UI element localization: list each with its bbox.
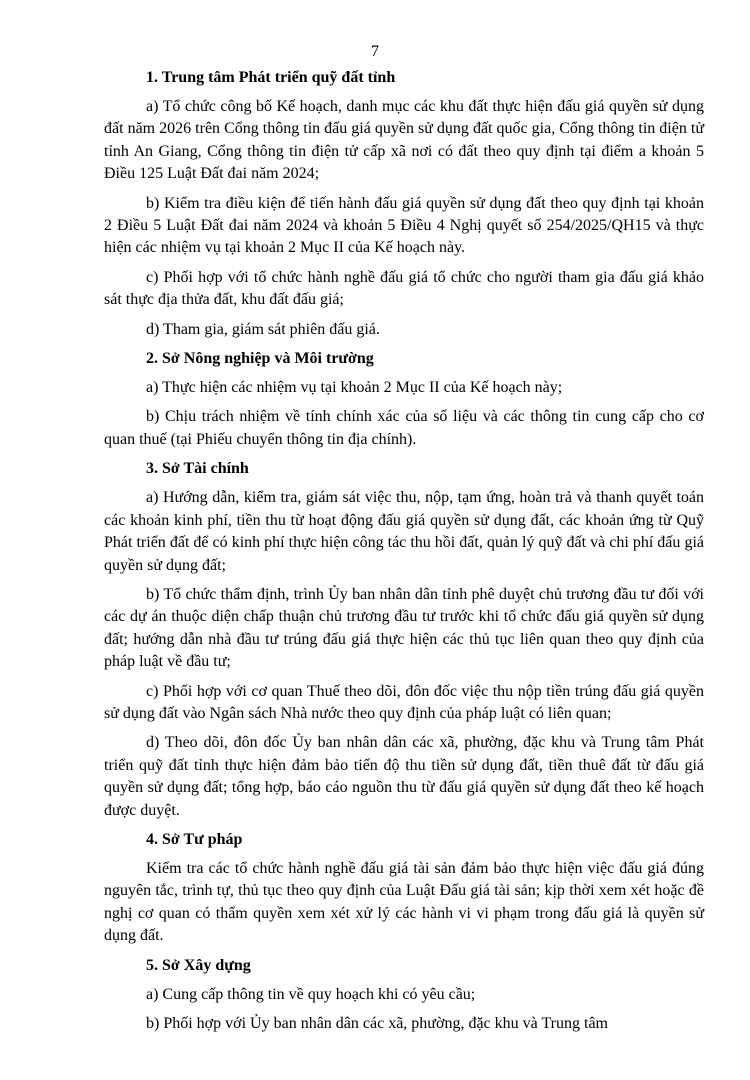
paragraph: a) Cung cấp thông tin về quy hoạch khi có yêu cầu;	[146, 985, 476, 1003]
paragraph: d) Tham gia, giám sát phiên đấu giá.	[146, 320, 380, 338]
paragraph: b) Tổ chức thẩm định, trình Ủy ban nhân dân tỉnh phê duyệt chủ trương đầu tư đối với các dự án thuộc diện chấp thuận chủ trương đầu tư trước khi tổ chức đấu giá quyền sử dụng đất; hướng dẫn nhà đầu tư trúng đấu giá thực hiện các thủ tục liên quan theo quy định của pháp luật về đầu tư;	[104, 585, 704, 671]
document-body	[104, 67, 704, 1042]
paragraph: a) Thực hiện các nhiệm vụ tại khoản 2 Mục II của Kế hoạch này;	[146, 379, 563, 397]
section-heading: 4. Sở Tư pháp	[146, 830, 243, 848]
paragraph: b) Kiểm tra điều kiện để tiến hành đấu giá quyền sử dụng đất theo quy định tại khoản 2 Điều 5 Luật Đất đai năm 2024 và khoản 5 Điều 4 Nghị quyết số 254/2025/QH15 và thực hiện các nhiệm vụ tại khoản 2 Mục II của Kế hoạch này.	[104, 194, 704, 257]
paragraph: b) Chịu trách nhiệm về tính chính xác của số liệu và các thông tin cung cấp cho cơ quan thuế (tại Phiếu chuyển thông tin địa chính).	[104, 408, 704, 448]
paragraph: a) Hướng dẫn, kiểm tra, giám sát việc thu, nộp, tạm ứng, hoàn trả và thanh quyết toán các khoản kinh phí, tiền thu từ hoạt động đấu giá quyền sử dụng đất, các khoản ứng từ Quỹ Phát triển đất để có kinh phí thực hiện công tác thu hồi đất, quản lý quỹ đất và chi phí đấu giá quyền sử dụng đất;	[104, 489, 704, 574]
paragraph: a) Tổ chức công bố Kế hoạch, danh mục các khu đất thực hiện đấu giá quyền sử dụng đất năm 2026 trên Cổng thông tin đấu giá quyền sử dụng đất quốc gia, Cổng thông tin điện tử tỉnh An Giang, Cổng thông tin điện tử cấp xã nơi có đất theo quy định tại điểm a khoản 5 Điều 125 Luật Đất đai năm 2024;	[104, 98, 704, 183]
section-heading: 2. Sở Nông nghiệp và Môi trường	[146, 350, 374, 368]
section-heading: 1. Trung tâm Phát triển quỹ đất tỉnh	[146, 69, 396, 86]
paragraph: b) Phối hợp với Ủy ban nhân dân các xã, phường, đặc khu và Trung tâm	[146, 1015, 608, 1032]
paragraph: c) Phối hợp với cơ quan Thuế theo dõi, đôn đốc việc thu nộp tiền trúng đấu giá quyền sử dụng đất vào Ngân sách Nhà nước theo quy định của pháp luật có liên quan;	[104, 682, 704, 722]
paragraph: Kiểm tra các tổ chức hành nghề đấu giá tài sản đảm bảo thực hiện việc đấu giá đúng nguyên tắc, trình tự, thủ tục theo quy định của Luật Đấu giá tài sản; kịp thời xem xét hoặc đề nghị cơ quan có thẩm quyền xem xét xử lý các hành vi vi phạm trong đấu giá là quyền sử dụng đất.	[104, 859, 704, 945]
section-heading: 5. Sở Xây dựng	[146, 956, 251, 974]
section-heading: 3. Sở Tài chính	[146, 460, 249, 478]
page-number: 7	[371, 43, 379, 60]
paragraph: c) Phối hợp với tổ chức hành nghề đấu giá tổ chức cho người tham gia đấu giá khảo sát thực địa thửa đất, khu đất đấu giá;	[104, 268, 704, 309]
paragraph: d) Theo dõi, đôn đốc Ủy ban nhân dân các xã, phường, đặc khu và Trung tâm Phát triển quỹ đất tỉnh thực hiện đảm bảo tiến độ thu tiền sử dụng đất, tiền thuê đất từ đấu giá quyền sử dụng đất; tổng hợp, báo cáo nguồn thu từ đấu giá quyền sử dụng đất theo kế hoạch được duyệt.	[104, 734, 704, 819]
